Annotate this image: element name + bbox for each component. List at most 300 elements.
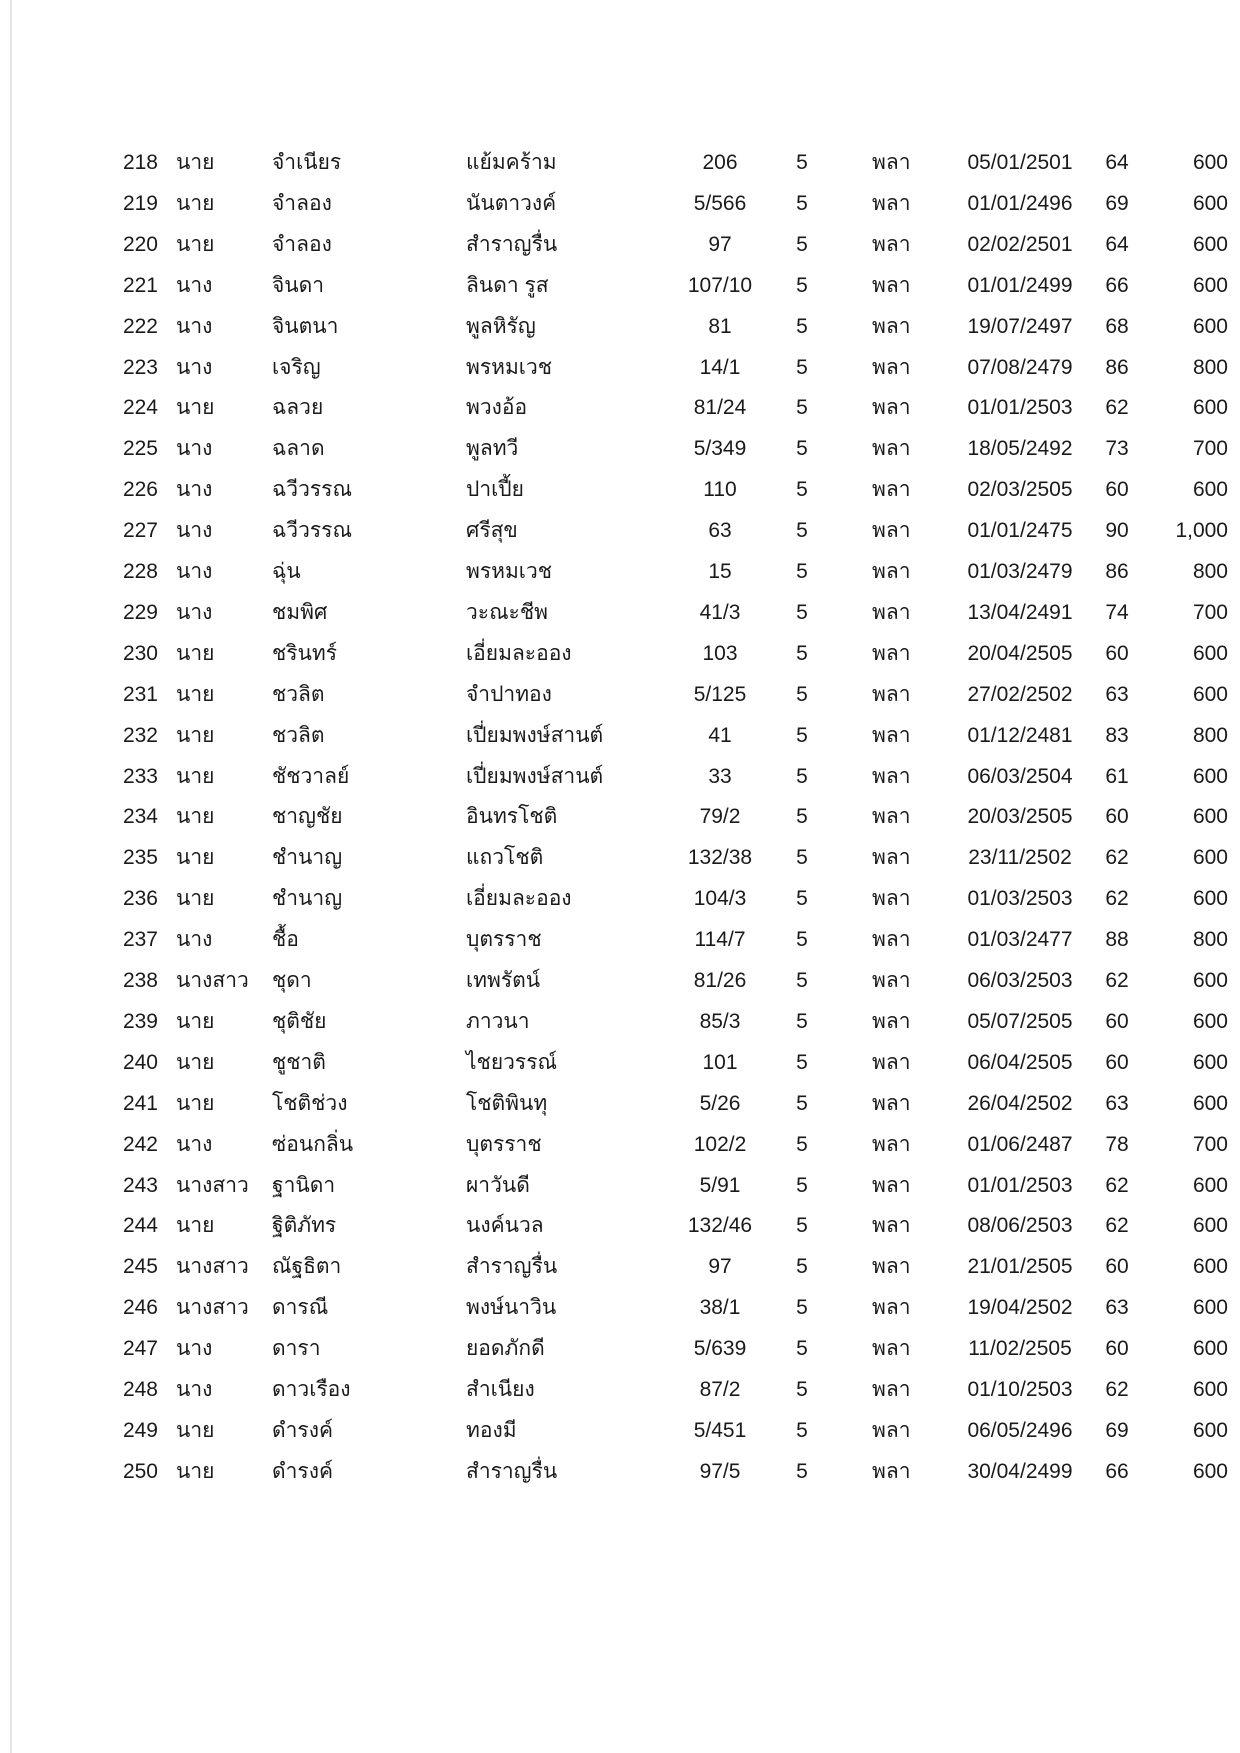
title-prefix: นาย	[176, 232, 215, 256]
surname: อินทรโชติ	[466, 805, 558, 829]
house-number: 107/10	[687, 273, 753, 297]
moo-number: 5	[796, 1378, 808, 1401]
title-prefix: นาย	[176, 805, 215, 829]
title-prefix: นาย	[176, 191, 215, 215]
village: พลา	[872, 437, 911, 461]
birth-date: 01/03/2503	[967, 887, 1073, 911]
age: 63	[1105, 1296, 1129, 1320]
moo-number: 5	[796, 887, 808, 911]
surname: ผาวันดี	[466, 1173, 530, 1197]
village: พลา	[872, 682, 911, 706]
age: 60	[1105, 1050, 1129, 1074]
first-name: ชุดา	[272, 969, 312, 992]
title-prefix: นาง	[176, 519, 213, 543]
row-number: 244	[122, 1214, 158, 1238]
house-number: 38/1	[699, 1296, 741, 1320]
table-row	[0, 1002, 1240, 1042]
age: 60	[1105, 1255, 1129, 1279]
village: พลา	[872, 723, 911, 747]
title-prefix: นาย	[176, 1091, 215, 1115]
moo-number: 5	[796, 600, 808, 624]
birth-date: 21/01/2505	[967, 1255, 1073, 1279]
first-name: ชูชาติ	[272, 1050, 326, 1074]
moo-number: 5	[796, 519, 808, 543]
title-prefix: นาง	[176, 1378, 213, 1401]
row-number: 221	[122, 273, 158, 297]
house-number: 81/26	[693, 969, 747, 992]
first-name: ดาวเรือง	[272, 1378, 351, 1401]
allowance-amount: 600	[1192, 846, 1228, 870]
village: พลา	[872, 1173, 911, 1197]
title-prefix: นาย	[176, 1009, 215, 1033]
row-number: 249	[122, 1418, 158, 1442]
allowance-amount: 600	[1192, 151, 1228, 174]
title-prefix: นาง	[176, 560, 213, 583]
first-name: ชัชวาลย์	[272, 764, 350, 788]
village: พลา	[872, 887, 911, 911]
age: 68	[1105, 314, 1129, 338]
first-name: ซ่อนกลิ่น	[272, 1132, 354, 1156]
title-prefix: นาย	[176, 887, 215, 911]
title-prefix: นางสาว	[176, 1173, 249, 1197]
house-number: 85/3	[699, 1009, 741, 1033]
first-name: เจริญ	[272, 355, 321, 379]
surname: เอี่ยมละออง	[466, 887, 572, 911]
table-row	[0, 634, 1240, 674]
age: 60	[1105, 1337, 1129, 1361]
table-row	[0, 511, 1240, 551]
title-prefix: นาง	[176, 1337, 213, 1361]
table-row	[0, 184, 1240, 224]
moo-number: 5	[796, 1459, 808, 1483]
allowance-amount: 600	[1192, 764, 1228, 788]
first-name: จินดา	[272, 273, 325, 297]
table-row	[0, 1043, 1240, 1083]
title-prefix: นาย	[176, 723, 215, 747]
house-number: 132/38	[687, 846, 753, 870]
table-row	[0, 1452, 1240, 1492]
birth-date: 05/01/2501	[967, 151, 1073, 174]
allowance-amount: 600	[1192, 1214, 1228, 1238]
surname: ยอดภักดี	[466, 1337, 545, 1361]
title-prefix: นาง	[176, 314, 213, 338]
allowance-amount: 600	[1192, 682, 1228, 706]
allowance-amount: 600	[1192, 1255, 1228, 1279]
age: 69	[1105, 191, 1129, 215]
allowance-amount: 1,000	[1175, 519, 1228, 543]
moo-number: 5	[796, 682, 808, 706]
house-number: 206	[702, 151, 738, 174]
first-name: ดำรงค์	[272, 1459, 334, 1483]
moo-number: 5	[796, 191, 808, 215]
moo-number: 5	[796, 969, 808, 992]
surname: วะณะชีพ	[466, 600, 548, 624]
birth-date: 01/01/2499	[967, 273, 1073, 297]
village: พลา	[872, 478, 911, 502]
first-name: ดำรงค์	[272, 1418, 334, 1442]
village: พลา	[872, 232, 911, 256]
age: 62	[1105, 396, 1129, 420]
table-row	[0, 552, 1240, 592]
house-number: 110	[703, 478, 737, 502]
surname: นงค์นวล	[466, 1214, 544, 1238]
row-number: 223	[122, 355, 158, 379]
allowance-amount: 600	[1192, 314, 1228, 338]
allowance-amount: 800	[1192, 723, 1228, 747]
allowance-amount: 600	[1192, 1337, 1228, 1361]
moo-number: 5	[796, 151, 808, 174]
house-number: 97/5	[699, 1459, 741, 1483]
age: 63	[1105, 1091, 1129, 1115]
row-number: 232	[122, 723, 158, 747]
allowance-amount: 600	[1192, 232, 1228, 256]
age: 86	[1105, 355, 1129, 379]
table-row	[0, 1329, 1240, 1369]
moo-number: 5	[796, 1091, 808, 1115]
moo-number: 5	[796, 273, 808, 297]
table-row	[0, 757, 1240, 797]
village: พลา	[872, 1009, 911, 1033]
title-prefix: นาง	[176, 355, 213, 379]
table-row	[0, 1125, 1240, 1165]
row-number: 229	[122, 600, 158, 624]
age: 62	[1105, 1214, 1129, 1238]
title-prefix: นาย	[176, 1418, 215, 1442]
allowance-amount: 600	[1192, 1418, 1228, 1442]
allowance-amount: 600	[1192, 1459, 1228, 1483]
birth-date: 07/08/2479	[967, 355, 1073, 379]
allowance-amount: 600	[1192, 1173, 1228, 1197]
village: พลา	[872, 1296, 911, 1320]
house-number: 79/2	[699, 805, 741, 829]
house-number: 5/125	[693, 682, 747, 706]
first-name: ดารา	[272, 1337, 321, 1361]
allowance-amount: 800	[1192, 928, 1228, 952]
age: 88	[1105, 928, 1129, 952]
table-row	[0, 1166, 1240, 1206]
birth-date: 19/04/2502	[967, 1296, 1073, 1320]
moo-number: 5	[796, 1418, 808, 1442]
surname: เปี่ยมพงษ์สานต์	[466, 764, 604, 788]
row-number: 239	[122, 1009, 158, 1033]
house-number: 103	[702, 641, 738, 665]
house-number: 5/26	[699, 1091, 741, 1115]
moo-number: 5	[796, 764, 808, 788]
title-prefix: นางสาว	[176, 1255, 249, 1279]
birth-date: 08/06/2503	[967, 1214, 1073, 1238]
moo-number: 5	[796, 1255, 808, 1279]
allowance-amount: 800	[1192, 355, 1228, 379]
moo-number: 5	[796, 1009, 808, 1033]
house-number: 5/566	[693, 191, 747, 215]
allowance-amount: 600	[1192, 1296, 1228, 1320]
row-number: 234	[122, 805, 158, 829]
allowance-amount: 600	[1192, 396, 1228, 420]
age: 60	[1105, 1009, 1129, 1033]
row-number: 219	[122, 191, 158, 215]
row-number: 241	[122, 1091, 158, 1115]
house-number: 102/2	[693, 1132, 747, 1156]
surname: แย้มคร้าม	[466, 151, 557, 174]
allowance-amount: 600	[1192, 641, 1228, 665]
moo-number: 5	[796, 355, 808, 379]
birth-date: 23/11/2502	[968, 846, 1072, 870]
house-number: 33	[708, 764, 732, 788]
row-number: 250	[122, 1459, 158, 1483]
moo-number: 5	[796, 1296, 808, 1320]
first-name: ฉลาด	[272, 437, 325, 461]
house-number: 104/3	[693, 887, 747, 911]
age: 60	[1105, 805, 1129, 829]
age: 74	[1105, 600, 1129, 624]
table-row	[0, 797, 1240, 837]
allowance-amount: 600	[1192, 273, 1228, 297]
title-prefix: นาง	[176, 273, 213, 297]
moo-number: 5	[796, 1214, 808, 1238]
surname: บุตรราช	[466, 1132, 542, 1156]
allowance-amount: 700	[1192, 1132, 1228, 1156]
first-name: ดารณี	[272, 1296, 329, 1320]
allowance-amount: 600	[1192, 478, 1228, 502]
village: พลา	[872, 151, 911, 174]
house-number: 87/2	[699, 1378, 741, 1401]
row-number: 224	[122, 396, 158, 420]
age: 60	[1105, 641, 1129, 665]
moo-number: 5	[796, 437, 808, 461]
first-name: ฐานิดา	[272, 1173, 336, 1197]
surname: พรหมเวช	[466, 355, 553, 379]
birth-date: 01/10/2503	[967, 1378, 1073, 1401]
birth-date: 06/03/2503	[967, 969, 1073, 992]
surname: สำราญรื่น	[466, 232, 558, 256]
birth-date: 01/03/2477	[967, 928, 1073, 952]
surname: ภาวนา	[466, 1009, 530, 1033]
title-prefix: นางสาว	[176, 1296, 249, 1320]
birth-date: 06/04/2505	[967, 1050, 1073, 1074]
surname: บุตรราช	[466, 928, 542, 952]
surname: ลินดา รูส	[466, 273, 549, 297]
birth-date: 26/04/2502	[967, 1091, 1073, 1115]
age: 66	[1105, 1459, 1129, 1483]
moo-number: 5	[796, 1132, 808, 1156]
age: 62	[1105, 1378, 1129, 1401]
first-name: ฐิติภัทร	[272, 1214, 337, 1238]
title-prefix: นาง	[176, 437, 213, 461]
row-number: 238	[122, 969, 158, 992]
first-name: ชื้อ	[272, 928, 299, 952]
row-number: 225	[122, 437, 158, 461]
row-number: 222	[122, 314, 158, 338]
row-number: 235	[122, 846, 158, 870]
birth-date: 01/01/2496	[967, 191, 1073, 215]
age: 83	[1105, 723, 1129, 747]
allowance-amount: 600	[1192, 1050, 1228, 1074]
house-number: 5/91	[699, 1173, 741, 1197]
village: พลา	[872, 1132, 911, 1156]
title-prefix: นาย	[176, 682, 215, 706]
moo-number: 5	[796, 1173, 808, 1197]
birth-date: 11/02/2505	[968, 1337, 1072, 1361]
title-prefix: นาง	[176, 928, 213, 952]
moo-number: 5	[796, 314, 808, 338]
table-row	[0, 675, 1240, 715]
title-prefix: นาง	[176, 600, 213, 624]
birth-date: 01/01/2475	[967, 519, 1073, 543]
birth-date: 05/07/2505	[967, 1009, 1073, 1033]
table-row	[0, 961, 1240, 1001]
village: พลา	[872, 519, 911, 543]
allowance-amount: 600	[1192, 805, 1228, 829]
birth-date: 01/01/2503	[967, 396, 1073, 420]
birth-date: 19/07/2497	[967, 314, 1073, 338]
title-prefix: นาย	[176, 1050, 215, 1074]
house-number: 14/1	[699, 355, 741, 379]
allowance-amount: 600	[1192, 191, 1228, 215]
village: พลา	[872, 1214, 911, 1238]
surname: สำราญรื่น	[466, 1459, 558, 1483]
table-row	[0, 593, 1240, 633]
table-row	[0, 266, 1240, 306]
surname: พรหมเวช	[466, 560, 553, 583]
age: 73	[1105, 437, 1129, 461]
title-prefix: นาย	[176, 641, 215, 665]
surname: พูลทวี	[466, 437, 519, 461]
village: พลา	[872, 1418, 911, 1442]
title-prefix: นาย	[176, 396, 215, 420]
moo-number: 5	[796, 641, 808, 665]
village: พลา	[872, 1459, 911, 1483]
row-number: 218	[122, 151, 158, 174]
house-number: 81	[708, 314, 732, 338]
table-row	[0, 307, 1240, 347]
surname: สำเนียง	[466, 1378, 535, 1401]
age: 61	[1105, 764, 1129, 788]
moo-number: 5	[796, 805, 808, 829]
age: 62	[1105, 887, 1129, 911]
house-number: 114/7	[694, 928, 746, 952]
row-number: 228	[122, 560, 158, 583]
allowance-amount: 700	[1192, 437, 1228, 461]
surname: ศรีสุข	[466, 519, 518, 543]
allowance-amount: 700	[1192, 600, 1228, 624]
birth-date: 02/02/2501	[967, 232, 1073, 256]
surname: เอี่ยมละออง	[466, 641, 572, 665]
village: พลา	[872, 314, 911, 338]
moo-number: 5	[796, 396, 808, 420]
first-name: ชำนาญ	[272, 846, 343, 870]
allowance-amount: 600	[1192, 1378, 1228, 1401]
allowance-amount: 600	[1192, 1009, 1228, 1033]
table-row	[0, 920, 1240, 960]
first-name: ฉุ่น	[272, 560, 301, 583]
house-number: 15	[708, 560, 732, 583]
title-prefix: นาย	[176, 846, 215, 870]
moo-number: 5	[796, 232, 808, 256]
table-row	[0, 1247, 1240, 1287]
birth-date: 20/03/2505	[967, 805, 1073, 829]
first-name: ชาญชัย	[272, 805, 343, 829]
house-number: 5/639	[693, 1337, 747, 1361]
village: พลา	[872, 928, 911, 952]
village: พลา	[872, 1255, 911, 1279]
house-number: 5/451	[693, 1418, 747, 1442]
birth-date: 01/03/2479	[967, 560, 1073, 583]
birth-date: 18/05/2492	[967, 437, 1073, 461]
row-number: 243	[122, 1173, 158, 1197]
row-number: 231	[122, 682, 158, 706]
moo-number: 5	[796, 928, 808, 952]
birth-date: 06/03/2504	[967, 764, 1073, 788]
row-number: 247	[122, 1337, 158, 1361]
first-name: ชำนาญ	[272, 887, 343, 911]
title-prefix: นางสาว	[176, 969, 249, 992]
title-prefix: นาย	[176, 1214, 215, 1238]
surname: พวงอ้อ	[466, 396, 528, 420]
village: พลา	[872, 641, 911, 665]
table-row	[0, 143, 1240, 183]
moo-number: 5	[796, 478, 808, 502]
row-number: 237	[122, 928, 158, 952]
table-row	[0, 1370, 1240, 1410]
first-name: ฉวีวรรณ	[272, 478, 352, 502]
village: พลา	[872, 1091, 911, 1115]
first-name: ชมพิศ	[272, 600, 328, 624]
allowance-amount: 600	[1192, 1091, 1228, 1115]
house-number: 63	[708, 519, 732, 543]
first-name: โชติช่วง	[272, 1091, 348, 1115]
row-number: 246	[122, 1296, 158, 1320]
village: พลา	[872, 396, 911, 420]
village: พลา	[872, 273, 911, 297]
title-prefix: นาง	[176, 1132, 213, 1156]
village: พลา	[872, 1378, 911, 1401]
village: พลา	[872, 600, 911, 624]
title-prefix: นาย	[176, 1459, 215, 1483]
row-number: 245	[122, 1255, 158, 1279]
allowance-amount: 800	[1192, 560, 1228, 583]
village: พลา	[872, 355, 911, 379]
moo-number: 5	[796, 560, 808, 583]
table-row	[0, 225, 1240, 265]
allowance-amount: 600	[1192, 969, 1228, 992]
village: พลา	[872, 846, 911, 870]
row-number: 236	[122, 887, 158, 911]
row-number: 226	[122, 478, 158, 502]
surname: โชติพินทุ	[466, 1091, 548, 1115]
surname: นันตาวงค์	[466, 191, 557, 215]
age: 78	[1105, 1132, 1129, 1156]
table-row	[0, 838, 1240, 878]
house-number: 41	[708, 723, 732, 747]
house-number: 5/349	[693, 437, 747, 461]
row-number: 248	[122, 1378, 158, 1401]
birth-date: 01/06/2487	[967, 1132, 1073, 1156]
house-number: 81/24	[693, 396, 747, 420]
table-row	[0, 879, 1240, 919]
table-row	[0, 348, 1240, 388]
birth-date: 30/04/2499	[967, 1459, 1073, 1483]
first-name: ชวลิต	[272, 723, 325, 747]
surname: สำราญรื่น	[466, 1255, 558, 1279]
allowance-amount: 600	[1192, 887, 1228, 911]
title-prefix: นาย	[176, 151, 215, 174]
first-name: จำเนียร	[272, 151, 342, 174]
first-name: ฉวีวรรณ	[272, 519, 352, 543]
table-row	[0, 716, 1240, 756]
moo-number: 5	[796, 1050, 808, 1074]
birth-date: 13/04/2491	[967, 600, 1073, 624]
first-name: ชวลิต	[272, 682, 325, 706]
